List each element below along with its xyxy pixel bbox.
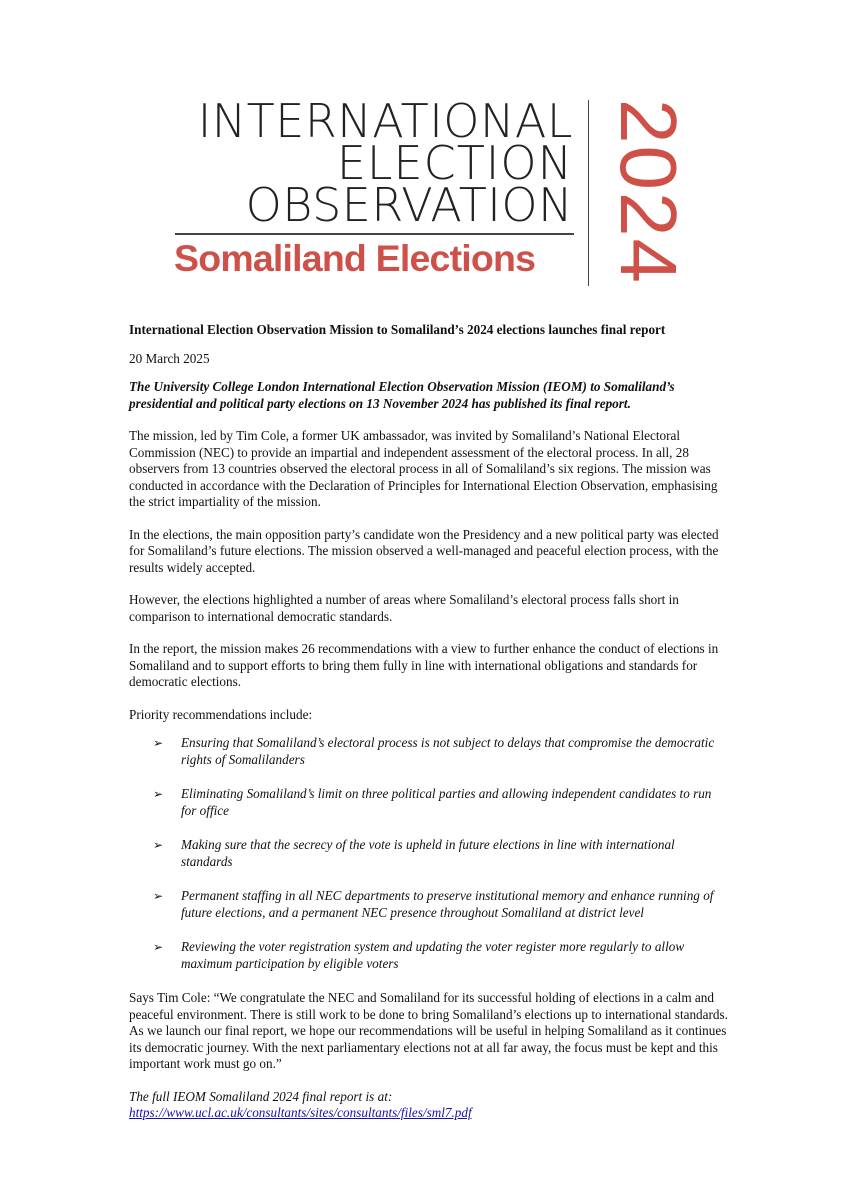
logo-vertical-divider — [588, 100, 589, 286]
recommendation-text: Ensuring that Somaliland’s electoral process is not subject to delays that compromise the democratic rights of Somalilanders — [181, 735, 715, 767]
logo-subtitle: Somaliland Elections — [174, 237, 536, 279]
list-item — [129, 888, 729, 921]
quote-paragraph: Says Tim Cole: “We congratulate the NEC and Somaliland for its successful holding of elections in a calm and peaceful environment. There is still work to be done to bring Somaliland’s elections up to international standards. As we launch our final report, we hope our recommendations will be useful in helping Somaliland as it continues its democratic journey. With the next parliamentary elections not at all far away, the focus must be kept and this important work must go on.” — [129, 990, 728, 1071]
paragraph: In the elections, the main opposition party’s candidate won the Presidency and a new political party was elected for Somaliland’s future elections. The mission observed a well-managed and peaceful election process, with the results widely accepted. — [129, 526, 719, 575]
paragraph: In the report, the mission makes 26 recommendations with a view to further enhance the conduct of elections in Somaliland and to support efforts to bring them fully in line with international obligations and standards for democratic elections. — [129, 641, 719, 689]
logo-line-observation: OBSERVATION — [245, 178, 573, 232]
list-item — [129, 786, 729, 819]
report-pdf-link[interactable]: https://www.ucl.ac.uk/consultants/sites/consultants/files/sml7.pdf — [129, 1105, 472, 1120]
recommendation-text: Making sure that the secrecy of the vote is upheld in future elections in line with international standards — [181, 837, 675, 869]
press-release-title: International Election Observation Mission to Somaliland’s 2024 elections launches final report — [129, 322, 666, 337]
recommendation-text: Reviewing the voter registration system and updating the voter register more regularly to allow maximum participation by eligible voters — [181, 939, 685, 971]
paragraph: The mission, led by Tim Cole, a former UK ambassador, was invited by Somaliland’s National Electoral Commission (NEC) to provide an impartial and independent assessment of the electoral process. In all, 28 observers from 13 countries observed the electoral process in all of Somaliland’s six regions. The mission was conducted in accordance with the Declaration of Principles for International Election Observation, emphasising the strict impartiality of the mission. — [129, 428, 718, 509]
recommendation-text: Eliminating Somaliland’s limit on three political parties and allowing independent candidates to run for office — [181, 786, 712, 818]
logo-year: 2024 — [604, 99, 693, 285]
arrow-bullet-icon: ➢ — [153, 889, 164, 903]
arrow-bullet-icon: ➢ — [153, 787, 164, 801]
recommendation-text: Permanent staffing in all NEC departments to preserve institutional memory and enhance running of future elections, and a permanent NEC presence throughout Somaliland at district level — [181, 888, 714, 920]
press-release-lede: The University College London International Election Observation Mission (IEOM) to Somaliland’s presidential and political party elections on 13 November 2024 has published its final report. — [129, 379, 675, 411]
arrow-bullet-icon: ➢ — [153, 940, 164, 954]
list-item — [129, 939, 729, 972]
press-release-date: 20 March 2025 — [129, 350, 210, 366]
recommendations-list — [129, 735, 729, 972]
report-link-intro: The full IEOM Somaliland 2024 final report is at: — [129, 1088, 393, 1104]
press-release — [129, 322, 729, 1122]
recommendations-intro: Priority recommendations include: — [129, 706, 313, 722]
logo-line-election: ELECTION — [336, 136, 573, 190]
ieom-logo — [0, 0, 849, 300]
logo-divider — [175, 233, 574, 235]
list-item — [129, 735, 729, 768]
list-item — [129, 837, 729, 870]
arrow-bullet-icon: ➢ — [153, 736, 164, 750]
logo-line-international: INTERNATIONAL — [197, 94, 573, 148]
arrow-bullet-icon: ➢ — [153, 838, 164, 852]
paragraph: However, the elections highlighted a number of areas where Somaliland’s electoral process falls short in comparison to international democratic standards. — [129, 592, 679, 624]
